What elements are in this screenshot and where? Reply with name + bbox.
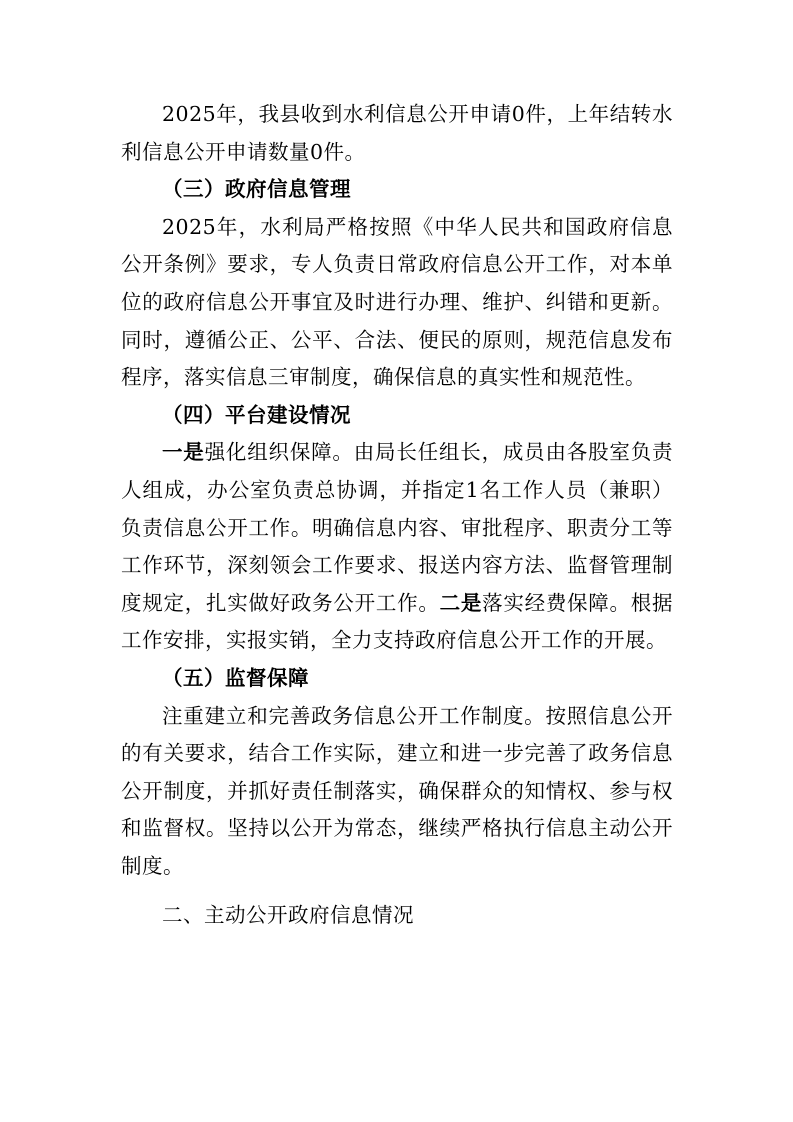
paragraph-application-count: 2025年，我县收到水利信息公开申请0件，上年结转水利信息公开申请数量0件。: [121, 102, 673, 164]
heading-platform-construction: （四）平台建设情况: [162, 402, 351, 427]
text-funding-guarantee: 落实经费保障。根据工作安排，实报实销，全力支持政府信息公开工作的开展。: [121, 590, 674, 653]
section-heading-proactive-disclosure: 二、主动公开政府信息情况: [162, 903, 414, 928]
document-body: [121, 96, 673, 935]
paragraph-supervision: 注重建立和完善政务信息公开工作制度。按照信息公开的有关要求，结合工作实际，建立和进一步完善了政务信息公开制度，并抓好责任制落实，确保群众的知情权、参与权和监督权。坚持以公开为常态，继续严格执行信息主动公开制度。: [121, 703, 673, 878]
heading-info-management: （三）政府信息管理: [162, 177, 351, 202]
paragraph-platform-construction: [121, 434, 673, 660]
lead-first: 一是: [162, 440, 205, 465]
text-org-guarantee: 强化组织保障。由局长任组长，成员由各股室负责人组成，办公室负责总协调，并指定1名工作人员（兼职）负责信息公开工作。明确信息内容、审批程序、职责分工等工作环节，深刻领会工作要求、报送内容方法、监督管理制度规定，扎实做好政务公开工作。: [121, 440, 673, 615]
heading-supervision: （五）监督保障: [162, 665, 309, 690]
paragraph-info-management: 2025年，水利局严格按照《中华人民共和国政府信息公开条例》要求，专人负责日常政府信息公开工作，对本单位的政府信息公开事宜及时进行办理、维护、纠错和更新。同时，遵循公正、公平、合法、便民的原则，规范信息发布程序，落实信息三审制度，确保信息的真实性和规范性。: [121, 214, 673, 390]
lead-second: 二是: [439, 590, 483, 615]
